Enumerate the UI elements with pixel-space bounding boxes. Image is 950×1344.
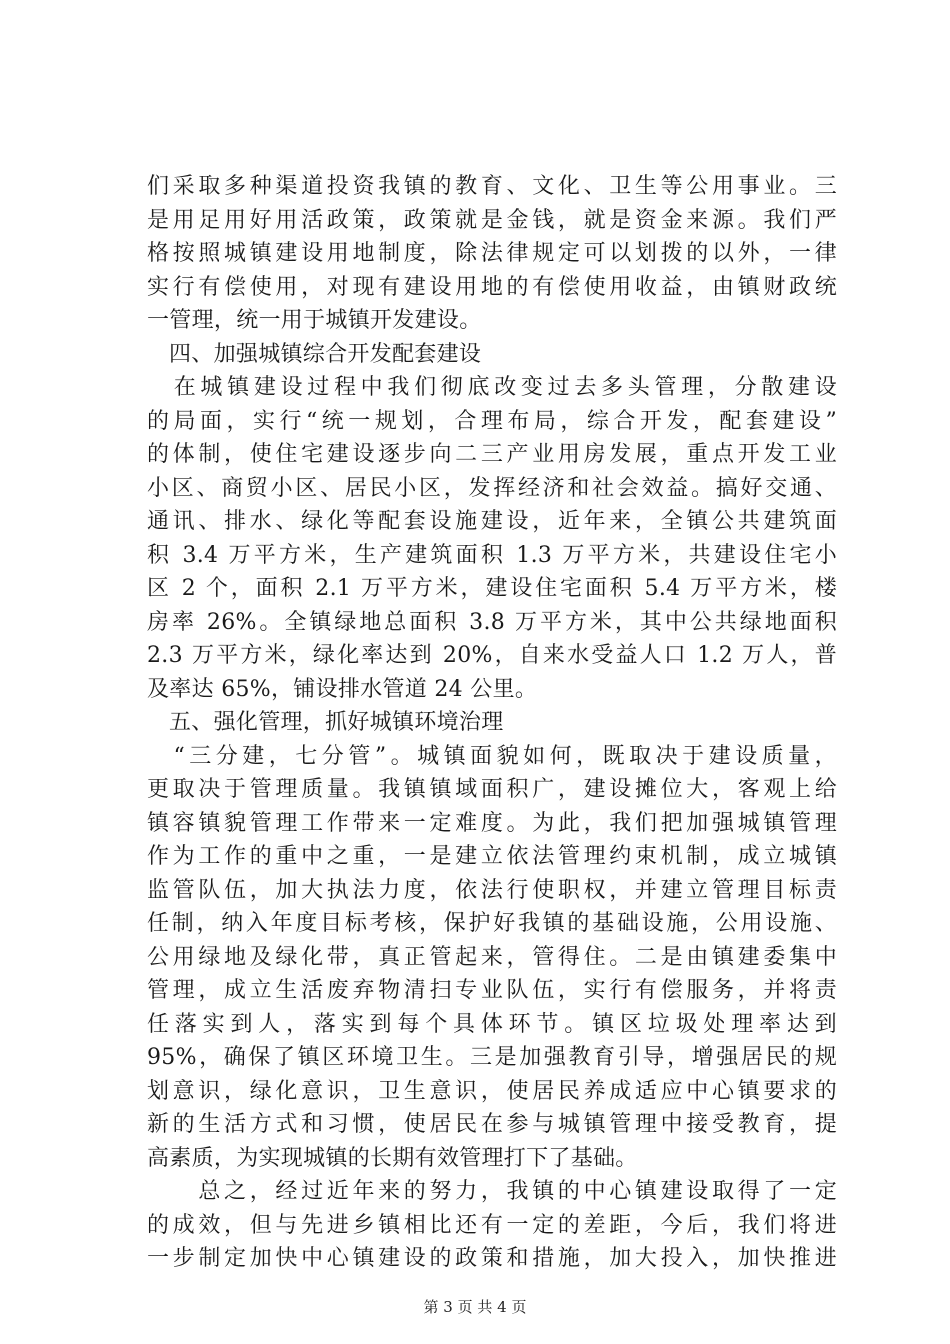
text-line: 高素质，为实现城镇的长期有效管理打下了基础。 bbox=[147, 1145, 638, 1171]
text-line: 及率达 65%，铺设排水管道 24 公里。 bbox=[147, 676, 538, 702]
text-line: 2.3 万平方米，绿化率达到 20%，自来水受益人口 1.2 万人，普 bbox=[147, 643, 837, 668]
text-line: 总之，经过近年来的努力，我镇的中心镇建设取得了一定 bbox=[147, 1179, 837, 1204]
text-line: 更取决于管理质量。我镇镇域面积广，建设摊位大，客观上给 bbox=[147, 777, 837, 802]
text-line: 实行有偿使用，对现有建设用地的有偿使用收益，由镇财政统 bbox=[147, 274, 837, 300]
text-line: 作为工作的重中之重，一是建立依法管理约束机制，成立城镇 bbox=[147, 844, 837, 869]
text-line: 任落实到人，落实到每个具体环节。镇区垃圾处理率达到 bbox=[147, 1011, 837, 1037]
text-line: 是用足用好用活政策，政策就是金钱，就是资金来源。我们严 bbox=[147, 207, 837, 233]
text-line: 格按照城镇建设用地制度，除法律规定可以划拨的以外，一律 bbox=[147, 241, 837, 266]
text-line: 的局面，实行“统一规划，合理布局，综合开发，配套建设” bbox=[147, 408, 837, 434]
text-line: 公用绿地及绿化带，真正管起来，管得住。二是由镇建委集中 bbox=[147, 944, 837, 970]
text-line: 积 3.4 万平方米，生产建筑面积 1.3 万平方米，共建设住宅小 bbox=[147, 542, 837, 568]
text-line: “三分建，七分管”。城镇面貌如何，既取决于建设质量， bbox=[147, 743, 837, 769]
page-footer: 第 3 页 共 4 页 bbox=[423, 1298, 527, 1316]
text-line: 新的生活方式和习惯，使居民在参与城镇管理中接受教育，提 bbox=[147, 1112, 837, 1137]
text-line: 的体制，使住宅建设逐步向二三产业用房发展，重点开发工业 bbox=[147, 442, 837, 467]
text-line: 们采取多种渠道投资我镇的教育、文化、卫生等公用事业。三 bbox=[147, 174, 837, 199]
text-line: 划意识，绿化意识，卫生意识，使居民养成适应中心镇要求的 bbox=[147, 1078, 837, 1104]
section-heading: 五、强化管理，抓好城镇环境治理 bbox=[169, 710, 504, 735]
text-line: 的成效，但与先进乡镇相比还有一定的差距，今后，我们将进 bbox=[147, 1212, 837, 1238]
section-heading: 四、加强城镇综合开发配套建设 bbox=[169, 341, 482, 367]
text-line: 管理，成立生活废弃物清扫专业队伍，实行有偿服务，并将责 bbox=[147, 978, 837, 1003]
text-line: 在城镇建设过程中我们彻底改变过去多头管理，分散建设 bbox=[147, 375, 837, 400]
text-line: 一管理，统一用于城镇开发建设。 bbox=[147, 308, 482, 333]
text-line: 镇容镇貌管理工作带来一定难度。为此，我们把加强城镇管理 bbox=[147, 810, 837, 836]
text-line: 监管队伍，加大执法力度，依法行使职权，并建立管理目标责 bbox=[147, 877, 837, 903]
text-line: 通讯、排水、绿化等配套设施建设，近年来，全镇公共建筑面 bbox=[147, 509, 837, 534]
text-line: 房率 26%。全镇绿地总面积 3.8 万平方米，其中公共绿地面积 bbox=[147, 609, 837, 635]
text-line: 区 2 个，面积 2.1 万平方米，建设住宅面积 5.4 万平方米，楼 bbox=[147, 576, 837, 601]
document-body bbox=[147, 170, 837, 1276]
text-line: 任制，纳入年度目标考核，保护好我镇的基础设施，公用设施、 bbox=[147, 911, 837, 936]
text-line: 一步制定加快中心镇建设的政策和措施，加大投入，加快推进 bbox=[147, 1246, 837, 1271]
text-line: 小区、商贸小区、居民小区，发挥经济和社会效益。搞好交通、 bbox=[147, 475, 837, 501]
text-line: 95%，确保了镇区环境卫生。三是加强教育引导，增强居民的规 bbox=[147, 1045, 837, 1070]
